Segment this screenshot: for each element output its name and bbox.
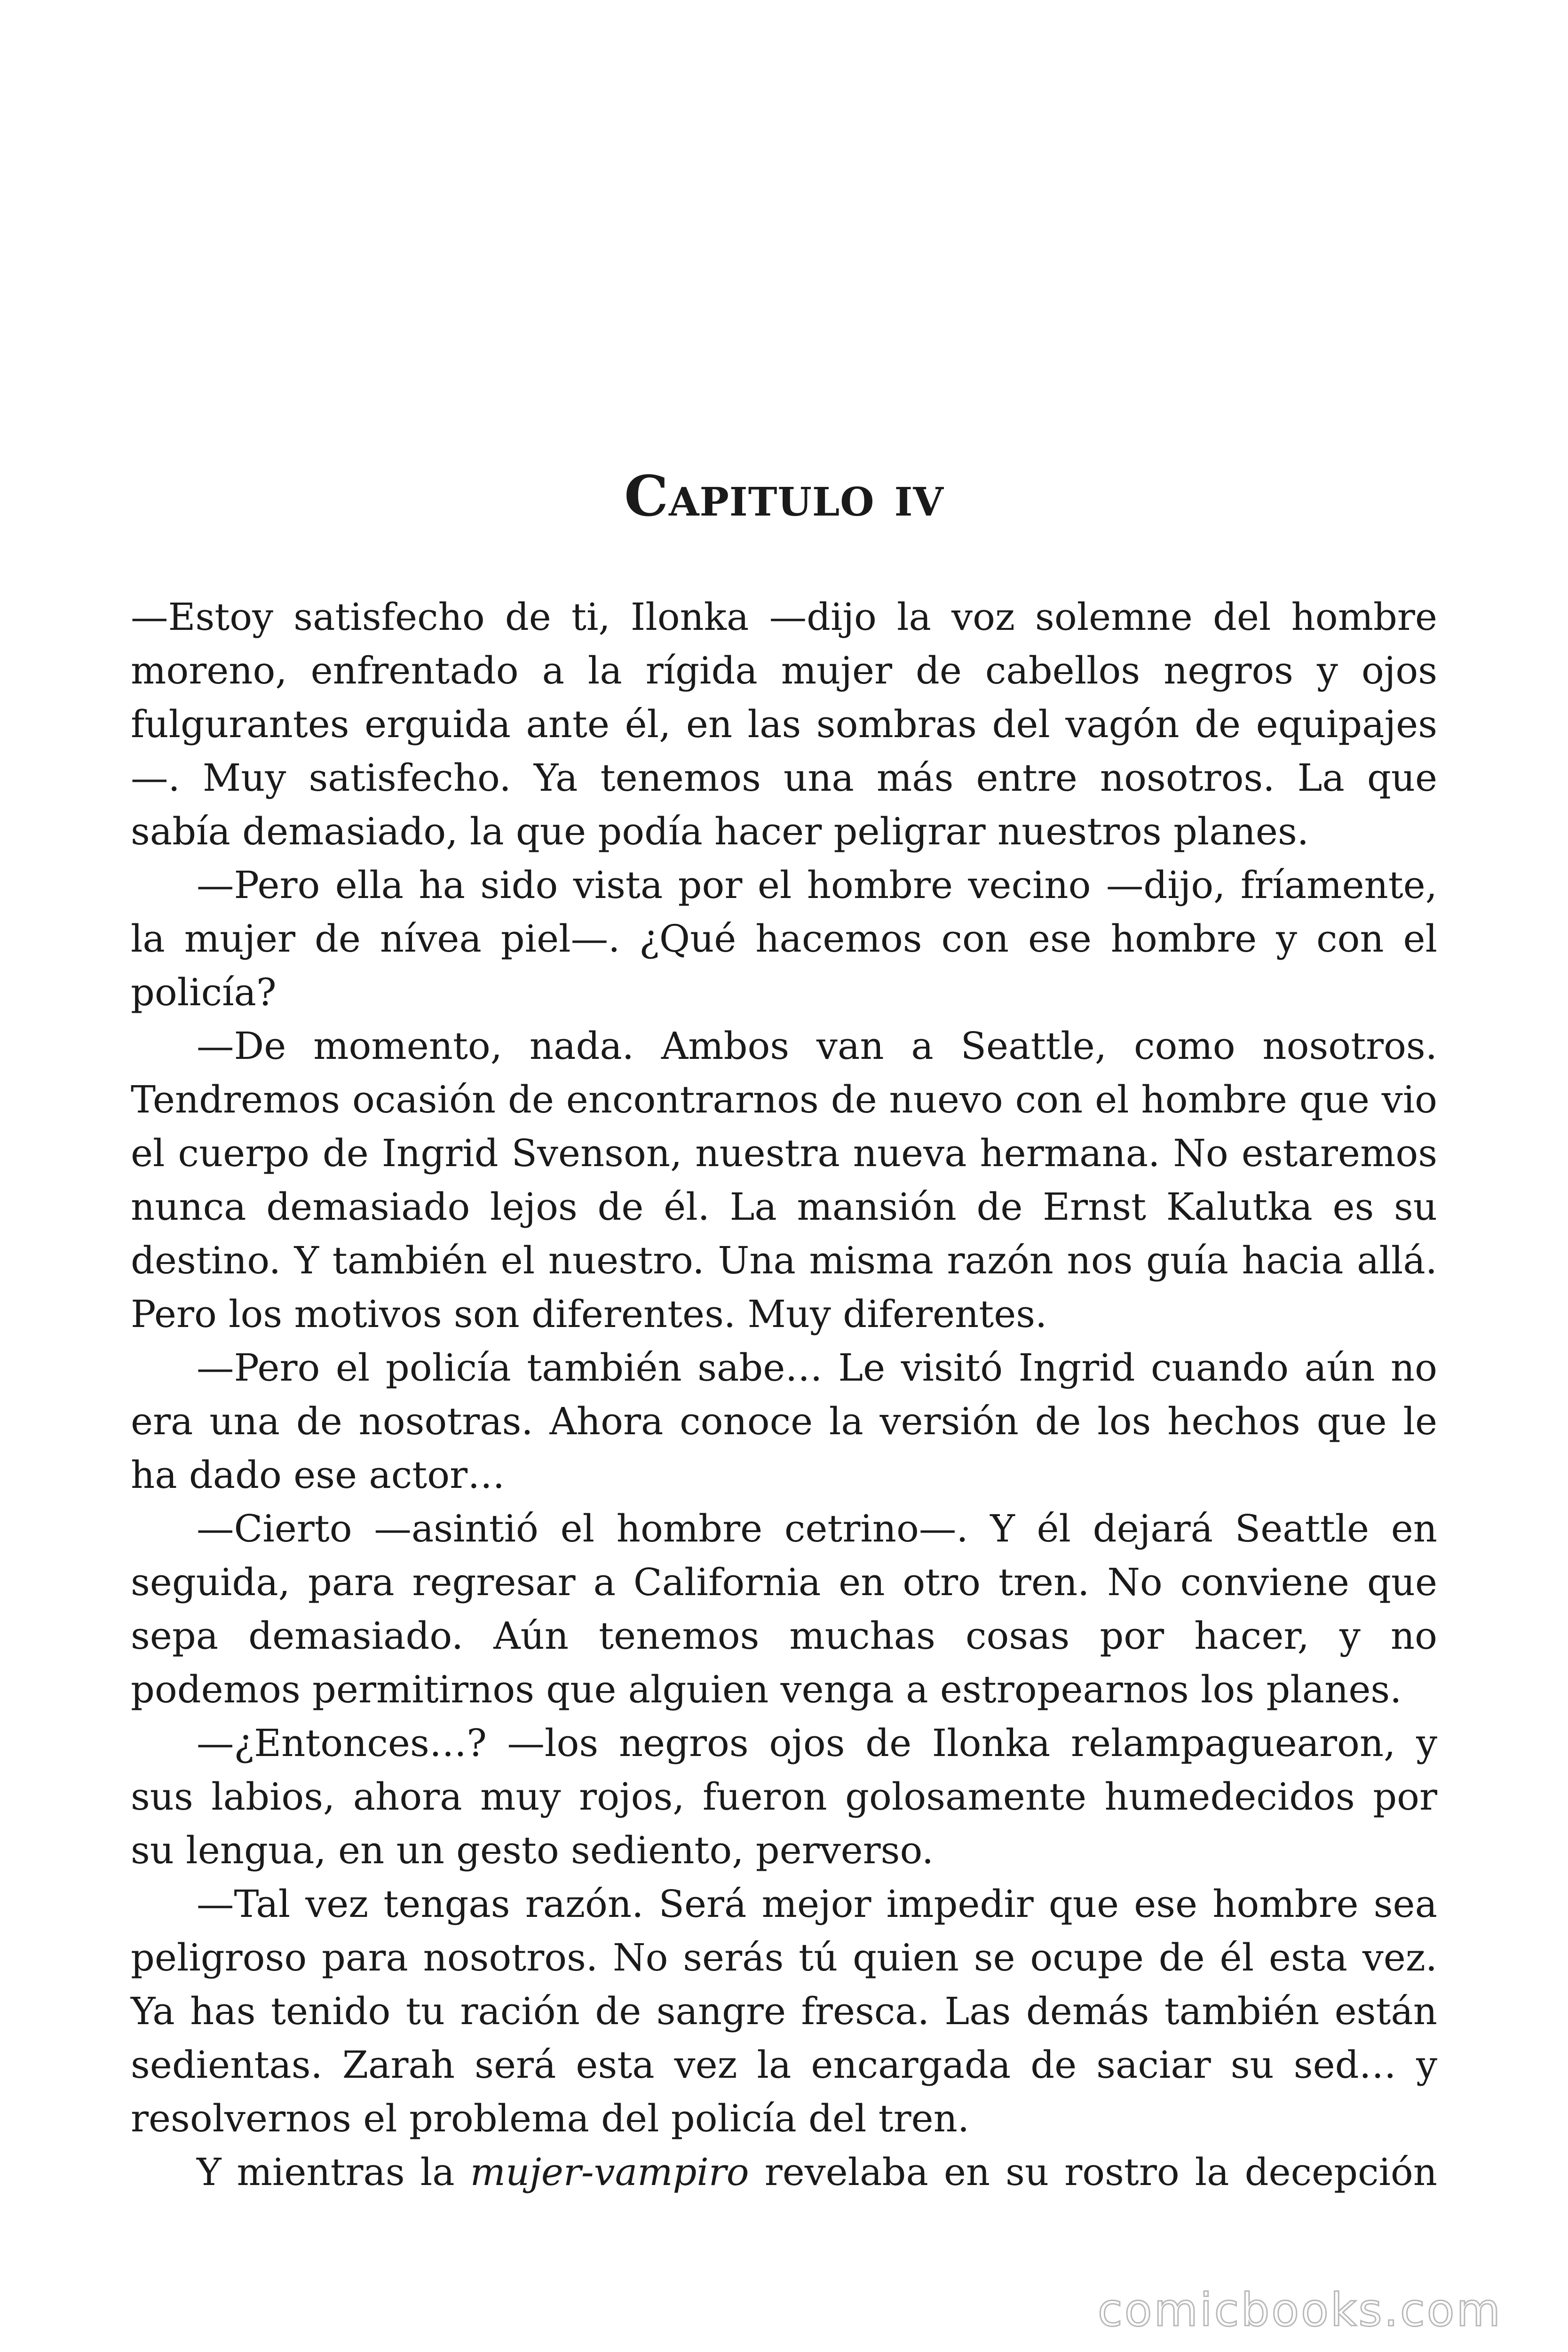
chapter-title bbox=[0, 463, 1568, 529]
paragraph-text: —Tal vez tengas razón. Será mejor impedir que ese hombre sea peligroso para nosotros. No serás tú quien se ocupe de él esta vez. Ya has tenido tu ración de sangre fresca. Las demás también están sedientas. Zarah será esta vez la encargada de saciar su sed… y resolvernos el problema del policía del tren. bbox=[131, 1882, 1437, 2140]
paragraph bbox=[131, 1341, 1437, 1502]
paragraph bbox=[131, 590, 1437, 858]
watermark-logo: comicbooks.com bbox=[1097, 2284, 1502, 2336]
paragraph bbox=[131, 858, 1437, 1019]
paragraph-text: —Pero el policía también sabe… Le visitó Ingrid cuando aún no era una de nosotras. Ahora conoce la versión de los hechos que le ha dado ese actor… bbox=[131, 1346, 1437, 1497]
paragraph bbox=[131, 1716, 1437, 1877]
paragraph-text: —De momento, nada. Ambos van a Seattle, como nosotros. Tendremos ocasión de encontrarnos de nuevo con el hombre que vio el cuerpo de Ingrid Svenson, nuestra nueva hermana. No estaremos nunca demasiado lejos de él. La mansión de Ernst Kalutka es su destino. Y también el nuestro. Una misma razón nos guía hacia allá. Pero los motivos son diferentes. Muy diferentes. bbox=[131, 1024, 1437, 1336]
paragraph bbox=[131, 1019, 1437, 1341]
paragraph bbox=[131, 2145, 1437, 2199]
paragraph-text: —Estoy satisfecho de ti, Ilonka —dijo la voz solemne del hombre moreno, enfrentado a la rígida mujer de cabellos negros y ojos fulgurantes erguida ante él, en las sombras del vagón de equipajes —. Muy satisfecho. Ya tenemos una más entre nosotros. La que sabía demasiado, la que podía hacer peligrar nuestros planes. bbox=[131, 595, 1437, 853]
paragraph bbox=[131, 1877, 1437, 2145]
chapter-body bbox=[131, 590, 1437, 2199]
paragraph-text: —¿Entonces…? —los negros ojos de Ilonka relampaguearon, y sus labios, ahora muy rojos, fueron golosamente humedecidos por su lengua, en un gesto sediento, perverso. bbox=[131, 1721, 1437, 1872]
paragraph-text: —Cierto —asintió el hombre cetrino—. Y él dejará Seattle en seguida, para regresar a California en otro tren. No conviene que sepa demasiado. Aún tenemos muchas cosas por hacer, y no podemos permitirnos que alguien venga a estropearnos los planes. bbox=[131, 1507, 1437, 1711]
chapter-title-text: Capitulo iv bbox=[624, 463, 944, 529]
paragraph-text: Y mientras la bbox=[197, 2150, 470, 2194]
paragraph bbox=[131, 1502, 1437, 1716]
paragraph-text: revelaba en su rostro la decepción bbox=[749, 2150, 1438, 2194]
paragraph-text: —Pero ella ha sido vista por el hombre vecino —dijo, fríamente, la mujer de nívea piel—. ¿Qué hacemos con ese hombre y con el policía? bbox=[131, 863, 1437, 1014]
italic-text: mujer-vampiro bbox=[470, 2150, 749, 2194]
